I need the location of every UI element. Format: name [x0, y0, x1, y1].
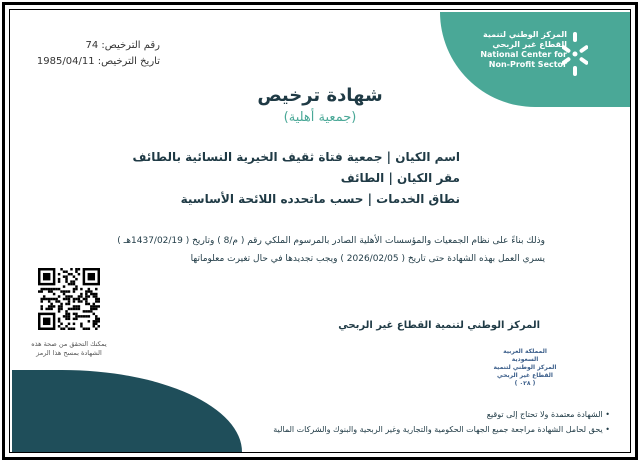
qr-caption-line-1: يمكنك التحقق من صحة هذه	[31, 340, 107, 348]
official-stamp	[490, 348, 560, 388]
issuer-name: المركز الوطني لتنمية القطاع غير الربحي	[338, 320, 540, 331]
footer-note-rights: • يحق لحامل الشهادة مراجعة جميع الجهات الحكومية والتجارية وغير الربحية والبنوك والشركات المالية	[273, 425, 610, 434]
validity-text: يسري العمل بهذه الشهادة حتى تاريخ ( 2026/02/05 ) ويجب تجديدها في حال تغيرت معلوماتها	[190, 254, 545, 264]
ncnp-logo-text	[457, 30, 567, 70]
certificate-subtitle: (جمعية أهلية)	[283, 110, 357, 125]
legal-basis-text: وذلك بناءً على نظام الجمعيات والمؤسسات الأهلية الصادر بالمرسوم الملكي رقم ( م/8 ) وتاريخ ( 1437/02/19هـ )	[117, 236, 545, 246]
qr-caption	[30, 340, 108, 358]
stamp-line-4: ( ٠٢٨ )	[514, 380, 536, 387]
qr-caption-line-2: الشهادة بمسح هذا الرمز	[36, 349, 102, 357]
logo-line-1: المركز الوطني لتنمية	[483, 30, 567, 39]
services-scope: نطاق الخدمات | حسب ماتحدده اللائحة الأساسية	[180, 192, 460, 206]
license-date: تاريخ الترخيص: 1985/04/11	[36, 56, 160, 67]
logo-line-2: القطاع غير الربحي	[492, 40, 567, 49]
footer-note-signature: • الشهادة معتمدة ولا تحتاج إلى توقيع	[486, 410, 610, 419]
license-number: رقم الترخيص: 74	[85, 40, 160, 51]
logo-line-3: National Center for	[480, 50, 567, 59]
stamp-line-2: المركز الوطني لتنمية	[493, 364, 557, 371]
logo-line-4: Non-Profit Sector	[488, 60, 567, 69]
certificate-title: شهادة ترخيص	[257, 85, 383, 106]
entity-seat: مقر الكيان | الطائف	[340, 171, 460, 185]
stamp-line-1: المملكة العربية السعودية	[503, 348, 547, 363]
stamp-line-3: القطاع غير الربحي	[497, 372, 553, 379]
entity-name: اسم الكيان | جمعية فتاة ثقيف الخيرية النسائية بالطائف	[132, 150, 460, 164]
verification-qr-code[interactable]	[38, 268, 100, 330]
